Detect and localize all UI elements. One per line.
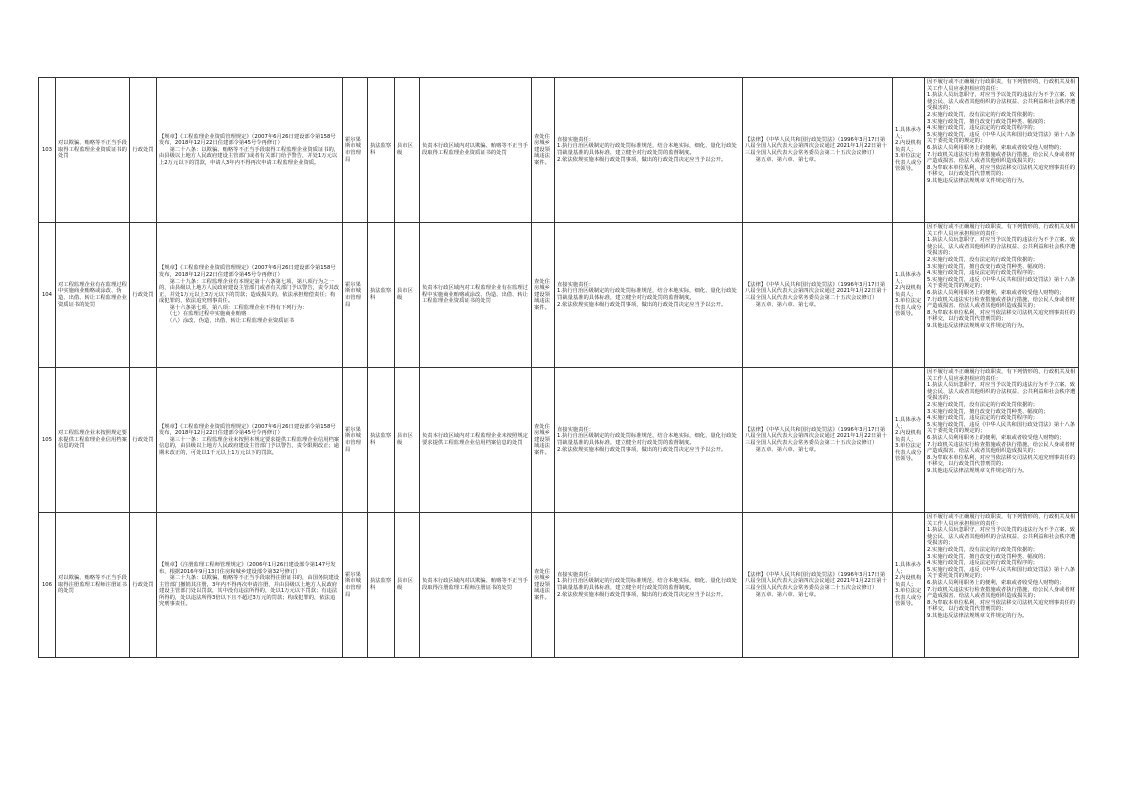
case-scope: 查处住房城乡建设领域违法案件。 [532,223,555,368]
liability-cases: 因不履行或不正确履行行政职责，有下列情形的，行政机关及相关工作人员应承担相应的责任： 1.执法人员玩忽职守，对应当予以处罚的违法行为不予立案、致使公民、法人或者其他组织的合法权益、公共利益和社会秩序遭受损害的； 2.实施行政处罚，没有法定的行政处罚依据的； 3.实施行政处罚，擅自改变行政处罚种类、幅度的； 4.实施行政处罚，违反法定的行政处罚程序的； 5.实施行政处罚，违反《中华人民共和国行政处罚法》第十八条关于委托处罚的规定的； 6.执法人员利用职务上的便利，索取或者收受他人财物的； 7.行政机关违法实行检查措施或者执行措施，给公民人身或者财产造成损害、给法人或者其他组织造成损失的； 8.为牟取本单位私利，对应当依法移交司法机关追究刑事责任的不移交，以行政处罚代替刑罚的； 9.其他违反法律法规规章文件规定的行为。 [925,368,1079,513]
implementation-duty: 直接实施责任： 1.执行自治区级制定的行政处罚标准规范，结合本地实际，细化、量化行政处罚裁量基准的具体标准，建立健全对行政处罚的监督制度。 2.依法依规实施本级行政处罚事项，做出的行政处罚决定应当予以公开。 [555,78,743,223]
department: 霍尔果斯市城市管理局 [343,223,368,368]
case-scope: 查处住房城乡建设领域违法案件。 [532,78,555,223]
item-name: 对以欺骗、贿赂等不正当手段取得注册监理工程师注册证书的处罚 [56,513,130,658]
legal-basis: 【规章】《工程监理企业资质管理规定》（2007年6月26日建设部令第158号发布，2018年12月22日住建部令第45号令再修订） 第二十九条：工程监理企业有本规定第十六条第七项、第八项行为之一的，由县级以上地方人民政府建设主管部门或者有关部门予以警告，责令其改正，并处1万元以上3万元以下的罚款；造成损失的，依法承担赔偿责任；构成犯罪的，依法追究刑事责任。 第十六条第七项、第八项：工程监理企业不得有下列行为： （七）在监理过程中实施商业贿赂 （八）涂改、伪造、出借、转让工程监理企业资质证书 [157,223,343,368]
item-type: 行政处罚 [130,368,157,513]
duty-scope: 负责本行政区域内对以欺骗、贿赂等不正当手段取得工程监理企业资质证书的处罚 [420,78,532,223]
duty-scope: 负责本行政区域内对工程监理企业有在监理过程中实施商业贿赂或涂改、伪造、出借、转让工程监理企业资质证书的处罚 [420,223,532,368]
accountability-law: 【法律】《中华人民共和国行政处罚法》（1996年3月17日第八届全国人民代表大会第四次会议通过 2021年1月22日第十三届全国人民代表大会常务委员会第二十五次会议修订） 第五章、第六章、第七章。 [743,78,893,223]
handling-unit: 执法监察科 [368,368,395,513]
case-scope: 查处住房城乡建设领域违法案件。 [532,368,555,513]
responsible-subject: 1.具体承办人； 2.内设机构负责人； 3.单位法定代表人或分管领导。 [893,78,925,223]
power-list-table [38,77,1079,658]
responsible-subject: 1.具体承办人； 2.内设机构负责人； 3.单位法定代表人或分管领导。 [893,513,925,658]
handling-unit: 执法监察科 [368,78,395,223]
legal-basis: 【规章】《工程监理企业资质管理规定》（2007年6月26日建设部令第158号发布，2018年12月22日住建部令第45号令再修订） 第三十一条：工程监理企业未按照本规定要求提供工程监理企业信用档案信息的，由县级以上地方人民政府建设主管部门予以警告，责令限期改正；逾期未改正的，可处以1千元以上1万元以下的罚款。 [157,368,343,513]
liability-cases: 因不履行或不正确履行行政职责，有下列情形的，行政机关及相关工作人员应承担相应的责任： 1.执法人员玩忽职守，对应当予以处罚的违法行为不予立案、致使公民、法人或者其他组织的合法权益、公共利益和社会秩序遭受损害的； 2.实施行政处罚，没有法定的行政处罚依据的； 3.实施行政处罚，擅自改变行政处罚种类、幅度的； 4.实施行政处罚，违反法定的行政处罚程序的； 5.实施行政处罚，违反《中华人民共和国行政处罚法》第十八条关于委托处罚的规定的； 6.执法人员利用职务上的便利，索取或者收受他人财物的； 7.行政机关违法实行检查措施或者执行措施，给公民人身或者财产造成损害、给法人或者其他组织造成损失的； 8.为牟取本单位私利，对应当依法移交司法机关追究刑事责任的不移交，以行政处罚代替刑罚的； 9.其他违反法律法规规章文件规定的行为。 [925,78,1079,223]
handling-unit: 执法监察科 [368,513,395,658]
level: 县市区级 [395,368,420,513]
accountability-law: 【法律】《中华人民共和国行政处罚法》（1996年3月17日第八届全国人民代表大会第四次会议通过 2021年1月22日第十三届全国人民代表大会常务委员会第二十五次会议修订） 第五章、第六章、第七章。 [743,513,893,658]
accountability-law: 【法律】《中华人民共和国行政处罚法》（1996年3月17日第八届全国人民代表大会第四次会议通过 2021年1月22日第十三届全国人民代表大会常务委员会第二十五次会议修订） 第五章、第六章、第七章。 [743,223,893,368]
handling-unit: 执法监察科 [368,223,395,368]
liability-cases: 因不履行或不正确履行行政职责，有下列情形的，行政机关及相关工作人员应承担相应的责任： 1.执法人员玩忽职守，对应当予以处罚的违法行为不予立案、致使公民、法人或者其他组织的合法权益、公共利益和社会秩序遭受损害的； 2.实施行政处罚，没有法定的行政处罚依据的； 3.实施行政处罚，擅自改变行政处罚种类、幅度的； 4.实施行政处罚，违反法定的行政处罚程序的； 5.实施行政处罚，违反《中华人民共和国行政处罚法》第十八条关于委托处罚的规定的； 6.执法人员利用职务上的便利，索取或者收受他人财物的； 7.行政机关违法实行检查措施或者执行措施，给公民人身或者财产造成损害、给法人或者其他组织造成损失的； 8.为牟取本单位私利，对应当依法移交司法机关追究刑事责任的不移交，以行政处罚代替刑罚的； 9.其他违反法律法规规章文件规定的行为。 [925,223,1079,368]
row-number: 103 [39,78,56,223]
duty-scope: 负责本行政区域内对以欺骗、贿赂等不正当手段取得注册监理工程师注册证书的处罚 [420,513,532,658]
row-number: 106 [39,513,56,658]
implementation-duty: 直接实施责任： 1.执行自治区级制定的行政处罚标准规范，结合本地实际，细化、量化行政处罚裁量基准的具体标准，建立健全对行政处罚的监督制度。 2.依法依规实施本级行政处罚事项，做出的行政处罚决定应当予以公开。 [555,223,743,368]
department: 霍尔果斯市城市管理局 [343,78,368,223]
item-type: 行政处罚 [130,78,157,223]
implementation-duty: 直接实施责任： 1.执行自治区级制定的行政处罚标准规范，结合本地实际，细化、量化行政处罚裁量基准的具体标准，建立健全对行政处罚的监督制度。 2.依法依规实施本级行政处罚事项，做出的行政处罚决定应当予以公开。 [555,513,743,658]
item-type: 行政处罚 [130,223,157,368]
item-type: 行政处罚 [130,513,157,658]
table-row [39,223,1079,368]
level: 县市区级 [395,223,420,368]
case-scope: 查处住房城乡建设领域违法案件。 [532,513,555,658]
department: 霍尔果斯市城市管理局 [343,513,368,658]
responsible-subject: 1.具体承办人； 2.内设机构负责人； 3.单位法定代表人或分管领导。 [893,368,925,513]
row-number: 104 [39,223,56,368]
row-number: 105 [39,368,56,513]
table-row [39,78,1079,223]
duty-scope: 负责本行政区域内对工程监理企业未按照规定要求提供工程监理企业信用档案信息的处罚 [420,368,532,513]
department: 霍尔果斯市城市管理局 [343,368,368,513]
item-name: 对以欺骗、贿赂等不正当手段取得工程监理企业资质证书的处罚 [56,78,130,223]
accountability-law: 【法律】《中华人民共和国行政处罚法》（1996年3月17日第八届全国人民代表大会第四次会议通过 2021年1月22日第十三届全国人民代表大会常务委员会第二十五次会议修订） 第五章、第六章、第七章。 [743,368,893,513]
legal-basis: 【规章】《工程监理企业资质管理规定》（2007年6月26日建设部令第158号发布，2018年12月22日住建部令第45号令再修订） 第二十八条：以欺骗、贿赂等不正当手段取得工程监理企业资质证书的，由县级以上地方人民政府建设主管部门或者有关部门给予警告，并处1万元以上2万元以下的罚款，申请人3年内不得再次申请工程监理企业资质。 [157,78,343,223]
responsible-subject: 1.具体承办人； 2.内设机构负责人； 3.单位法定代表人或分管领导。 [893,223,925,368]
level: 县市区级 [395,78,420,223]
level: 县市区级 [395,513,420,658]
item-name: 对工程监理企业有在监理过程中实施商业贿赂或涂改、伪造、出借、转让工程监理企业资质证书的处罚 [56,223,130,368]
table-row [39,513,1079,658]
liability-cases: 因不履行或不正确履行行政职责，有下列情形的，行政机关及相关工作人员应承担相应的责任： 1.执法人员玩忽职守，对应当予以处罚的违法行为不予立案、致使公民、法人或者其他组织的合法权益、公共利益和社会秩序遭受损害的； 2.实施行政处罚，没有法定的行政处罚依据的； 3.实施行政处罚，擅自改变行政处罚种类、幅度的； 4.实施行政处罚，违反法定的行政处罚程序的； 5.实施行政处罚，违反《中华人民共和国行政处罚法》第十八条关于委托处罚的规定的； 6.执法人员利用职务上的便利，索取或者收受他人财物的； 7.行政机关违法实行检查措施或者执行措施，给公民人身或者财产造成损害、给法人或者其他组织造成损失的； 8.为牟取本单位私利，对应当依法移交司法机关追究刑事责任的不移交，以行政处罚代替刑罚的； 9.其他违反法律法规规章文件规定的行为。 [925,513,1079,658]
table-row [39,368,1079,513]
item-name: 对工程监理企业未按照规定要求提供工程监理企业信用档案信息的处罚 [56,368,130,513]
implementation-duty: 直接实施责任： 1.执行自治区级制定的行政处罚标准规范，结合本地实际，细化、量化行政处罚裁量基准的具体标准，建立健全对行政处罚的监督制度。 2.依法依规实施本级行政处罚事项，做出的行政处罚决定应当予以公开。 [555,368,743,513]
legal-basis: 【规章】《注册监理工程师管理规定》（2006年1月26日建设部令第147号发布，根据2016年9月13日住房和城乡建设部令第32号修订） 第二十九条：以欺骗、贿赂等不正当手段取得注册证书的，由国务院建设主管部门撤销其注册，3年内不得再次申请注册，并由县级以上地方人民政府建设主管部门处以罚款，其中没有违法所得的，处以1万元以下罚款；有违法所得的，处以违法所得3倍以下且不超过3万元的罚款；构成犯罪的，依法追究刑事责任。 [157,513,343,658]
